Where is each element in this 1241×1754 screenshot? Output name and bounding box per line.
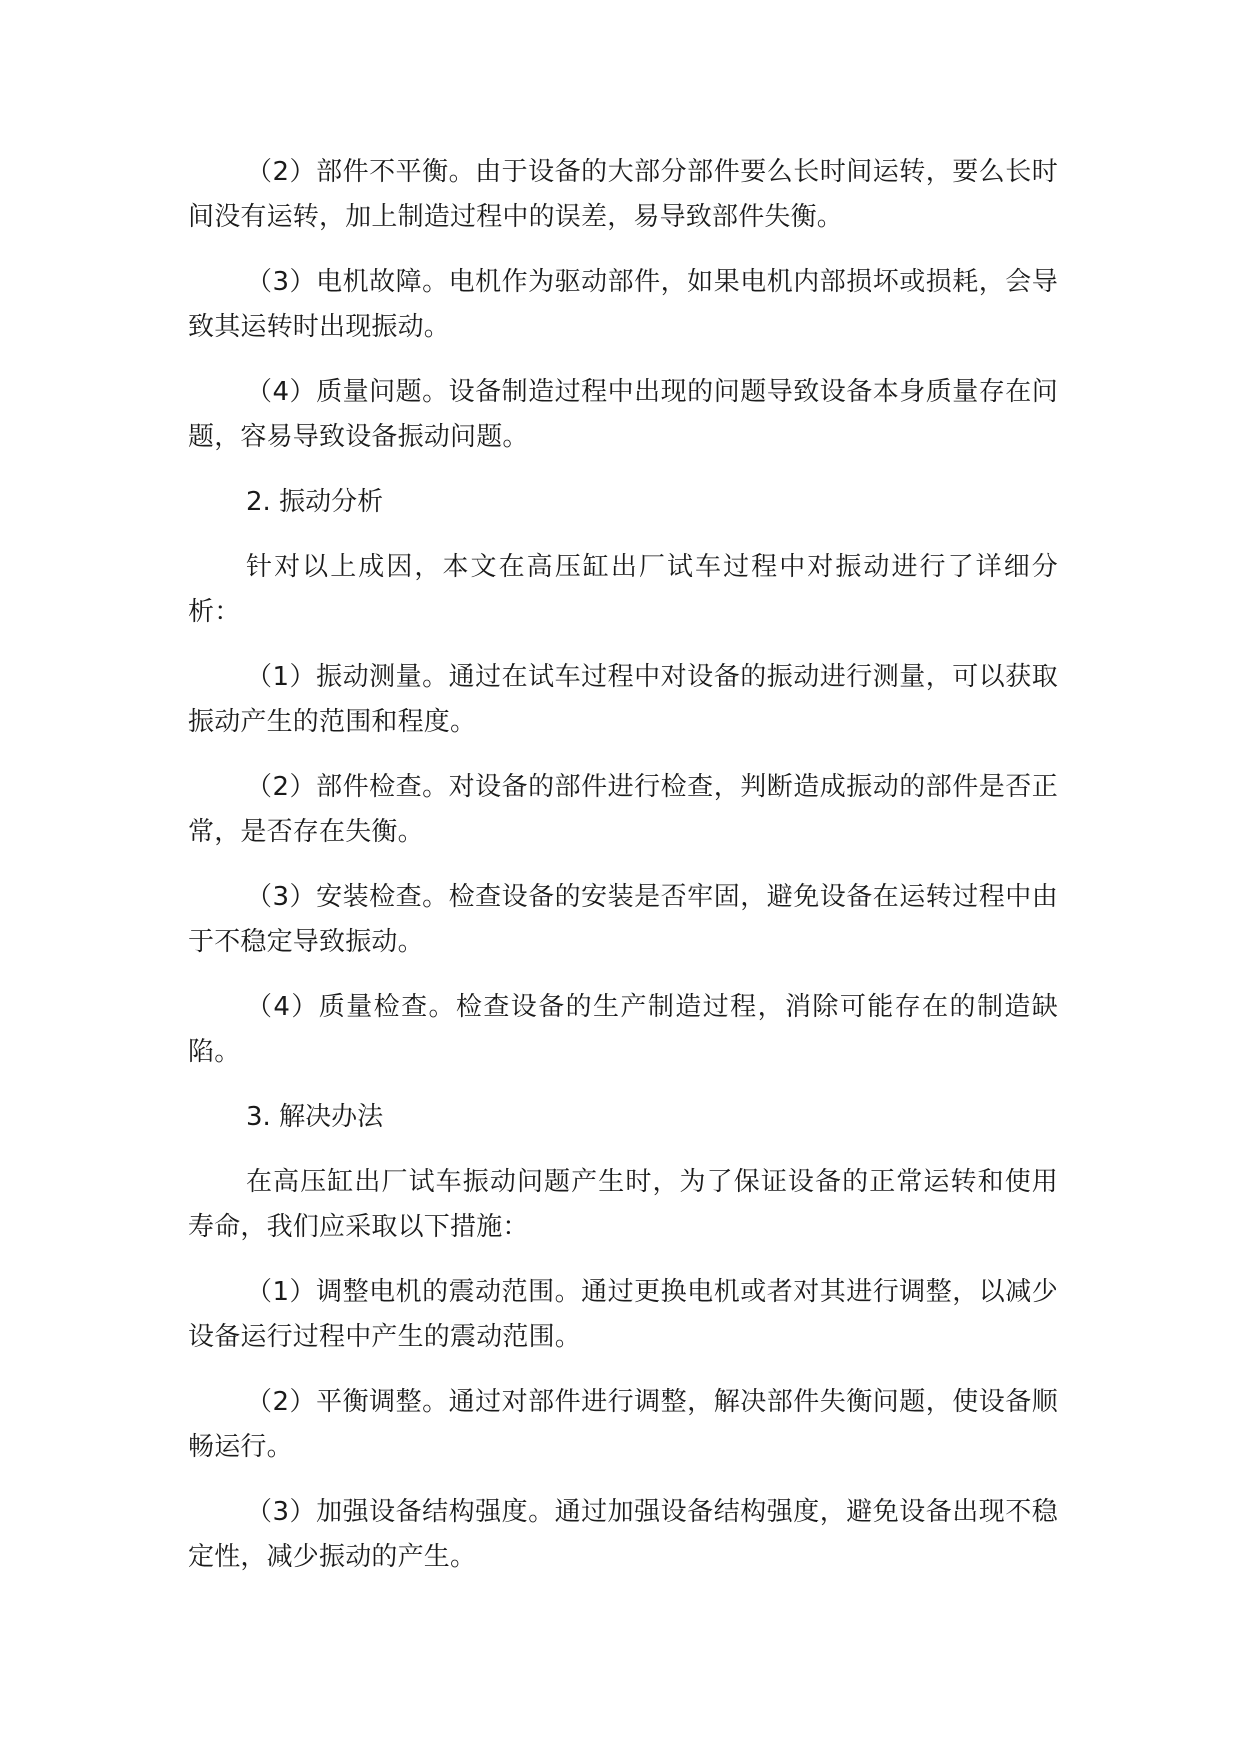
paragraph-balance-adjustment: （2）平衡调整。通过对部件进行调整，解决部件失衡问题，使设备顺畅运行。 <box>188 1387 1058 1462</box>
paragraph-strengthen-structure: （3）加强设备结构强度。通过加强设备结构强度，避免设备出现不稳定性，减少振动的产生。 <box>188 1497 1058 1572</box>
paragraph-installation-inspection: （3）安装检查。检查设备的安装是否牢固，避免设备在运转过程中由于不稳定导致振动。 <box>188 882 1058 957</box>
paragraph-vibration-measurement: （1）振动测量。通过在试车过程中对设备的振动进行测量，可以获取振动产生的范围和程度。 <box>188 662 1058 737</box>
document-body <box>188 150 1058 1600</box>
paragraph-quality-inspection: （4）质量检查。检查设备的生产制造过程，消除可能存在的制造缺陷。 <box>188 992 1058 1067</box>
paragraph-adjust-motor: （1）调整电机的震动范围。通过更换电机或者对其进行调整，以减少设备运行过程中产生的震动范围。 <box>188 1277 1058 1352</box>
paragraph-motor-fault: （3）电机故障。电机作为驱动部件，如果电机内部损坏或损耗，会导致其运转时出现振动。 <box>188 267 1058 342</box>
paragraph-part-inspection: （2）部件检查。对设备的部件进行检查，判断造成振动的部件是否正常，是否存在失衡。 <box>188 772 1058 847</box>
paragraph-part-imbalance: （2）部件不平衡。由于设备的大部分部件要么长时间运转，要么长时间没有运转，加上制造过程中的误差，易导致部件失衡。 <box>188 157 1058 232</box>
section-heading-solutions: 3. 解决办法 <box>246 1102 384 1132</box>
paragraph-quality-issue: （4）质量问题。设备制造过程中出现的问题导致设备本身质量存在问题，容易导致设备振动问题。 <box>188 377 1058 452</box>
section-heading-vibration-analysis: 2. 振动分析 <box>246 487 384 517</box>
paragraph-solutions-intro: 在高压缸出厂试车振动问题产生时，为了保证设备的正常运转和使用寿命，我们应采取以下措施： <box>188 1167 1058 1242</box>
paragraph-analysis-intro: 针对以上成因，本文在高压缸出厂试车过程中对振动进行了详细分析： <box>188 552 1058 627</box>
